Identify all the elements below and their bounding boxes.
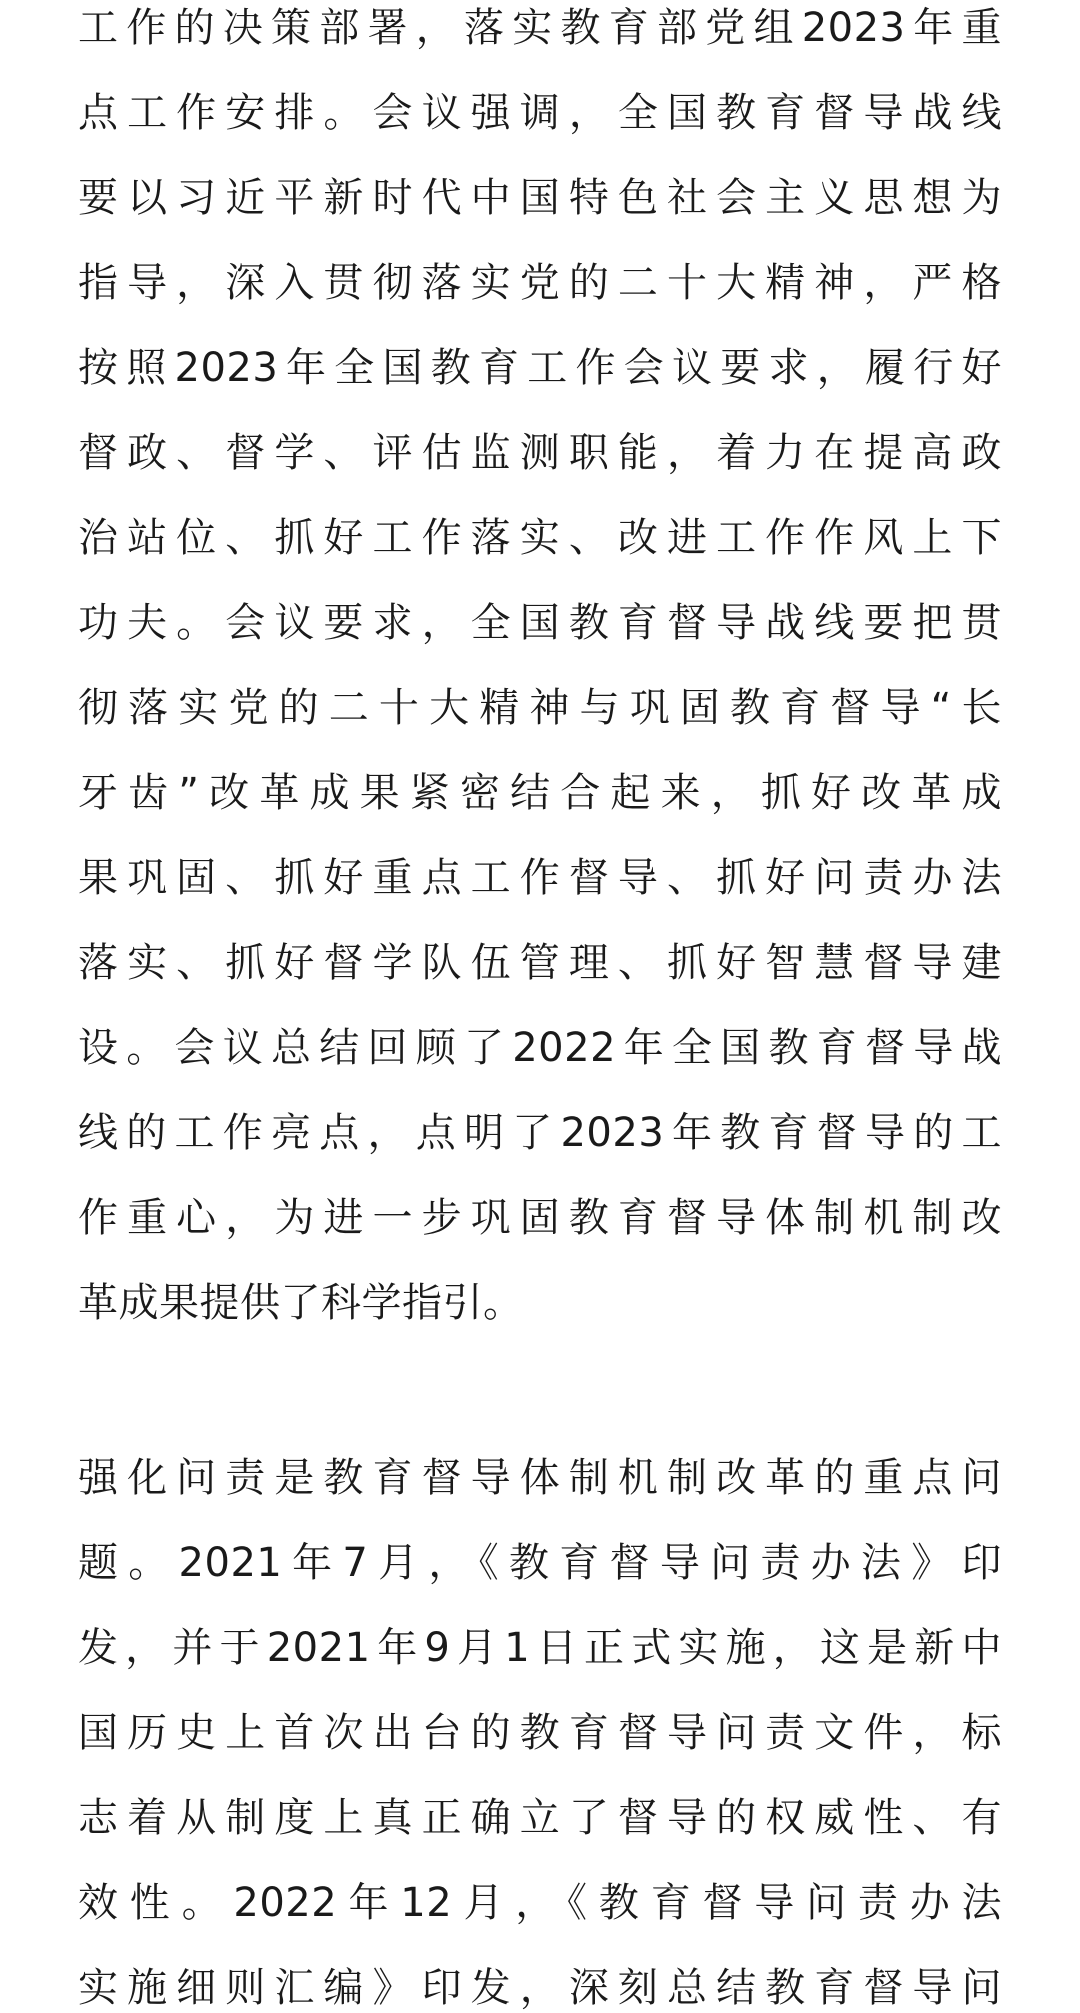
text-line: 工作的决策部署，落实教育部党组2023年重 [78, 5, 1002, 51]
text-line: 按照2023年全国教育工作会议要求，履行好 [78, 345, 1002, 391]
paragraph-1 [78, 0, 1002, 1346]
text-line: 志着从制度上真正确立了督导的权威性、有 [78, 1795, 1002, 1841]
text-line: 指导，深入贯彻落实党的二十大精神，严格 [78, 260, 1002, 306]
text-line: 督政、督学、评估监测职能，着力在提高政 [78, 430, 1002, 476]
text-line: 落实、抓好督学队伍管理、抓好智慧督导建 [78, 940, 1002, 986]
text-line: 牙齿”改革成果紧密结合起来，抓好改革成 [78, 770, 1002, 816]
text-line: 线的工作亮点，点明了2023年教育督导的工 [78, 1110, 1002, 1156]
text-line: 强化问责是教育督导体制机制改革的重点问 [78, 1455, 1002, 1501]
text-line: 发，并于2021年9月1日正式实施，这是新中 [78, 1625, 1002, 1671]
text-line: 彻落实党的二十大精神与巩固教育督导“长 [78, 685, 1002, 731]
text-line: 革成果提供了科学指引。 [78, 1280, 524, 1326]
article-body [78, 0, 1002, 2013]
text-line: 作重心，为进一步巩固教育督导体制机制改 [78, 1195, 1002, 1241]
text-line: 设。会议总结回顾了2022年全国教育督导战 [78, 1025, 1002, 1071]
text-line: 要以习近平新时代中国特色社会主义思想为 [78, 175, 1002, 221]
text-line: 果巩固、抓好重点工作督导、抓好问责办法 [78, 855, 1002, 901]
text-line: 治站位、抓好工作落实、改进工作作风上下 [78, 515, 1002, 561]
text-line: 功夫。会议要求，全国教育督导战线要把贯 [78, 600, 1002, 646]
text-line: 国历史上首次出台的教育督导问责文件，标 [78, 1710, 1002, 1756]
text-line: 题。2021年7月，《教育督导问责办法》印 [78, 1540, 1002, 1586]
paragraph-2 [78, 1436, 1002, 2013]
text-line: 点工作安排。会议强调，全国教育督导战线 [78, 90, 1002, 136]
text-line: 实施细则汇编》印发，深刻总结教育督导问 [78, 1965, 1002, 2011]
text-line: 效性。2022年12月，《教育督导问责办法 [78, 1880, 1002, 1926]
